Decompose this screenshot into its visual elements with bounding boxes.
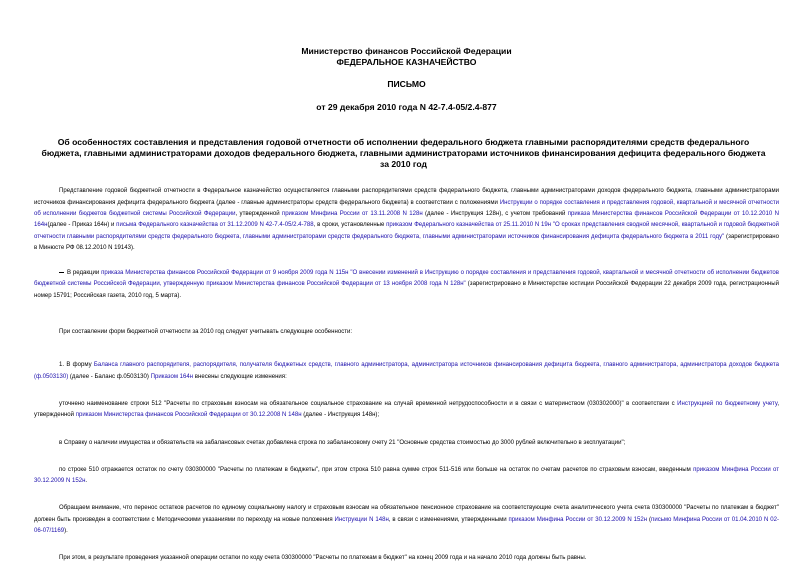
text: внесены следующие изменения:	[193, 373, 287, 380]
text: .	[85, 478, 88, 485]
link-order-164n-2[interactable]: Приказом 164н	[150, 373, 194, 380]
document-date-number: от 29 декабря 2010 года N 42-7.4-05/2.4-877	[316, 101, 497, 112]
text: Представление годовой бюджетной отчетности в Федеральное казначейство осуществляется главными распорядителями средств федерального бюджета, главными администраторами доходов федерального бюджета, главными администраторами источников финансирования дефицита федерального бюджета (далее - главные администраторы средств федерального бюджета) в соответствии с положениями	[34, 188, 779, 206]
link-order-19n[interactable]: приказом Федерального казначейства от 25.11.2010 N 19н "О сроках представления сводной месячной, квартальной и годовой бюджетной отчетности главными распорядителями средств федерального бюджета, главными администраторами средств федерального бюджета, главными администраторами источников финансирования дефицита федерального бюджета в 2011 году"	[34, 222, 780, 240]
text: (далее - Баланс ф.0503130)	[68, 373, 151, 380]
text: (зарегистрировано в Минюсте РФ 08.12.2010 N 19143).	[34, 233, 779, 251]
paragraph-line-510	[34, 465, 779, 488]
link-balance-0503130[interactable]: Баланса главного распорядителя, распорядителя, получателя бюджетных средств, главного администратора, администратора источников финансирования дефицита бюджета, главного администратора, администратора доходов бюджета (ф.0503130)	[34, 362, 779, 380]
text: (далее - Инструкция 128н), с учетом требований	[422, 210, 568, 217]
document-title: Об особенностях составления и представления годовой отчетности об исполнении федерального бюджета главными распорядителями средств федерального бюджета, главными администраторами доходов федерального бюджета, главными администраторами источников финансирования дефицита федерального бюджета за 2010 год	[41, 137, 766, 169]
text: уточнено наименование строки 512 "Расчеты по страховым взносам на обязательное социальное страхование на случай временной нетрудоспособности и в связи с материнством (030302000)" в соответствии с	[59, 400, 678, 407]
paragraph-item-1	[34, 360, 779, 383]
text: , в сроки, установленные	[313, 222, 387, 229]
document-type: ПИСЬМО	[387, 79, 426, 89]
link-order-152n-2[interactable]: приказом Минфина России от 30.12.2009 N 152н	[508, 516, 648, 523]
link-order-152n[interactable]: приказом Минфина России от 30.12.2009 N 152н	[34, 466, 779, 485]
paragraph-off-balance: в Справку о наличии имущества и обязательств на забалансовых счетах добавлена строка по забалансовому счету 21 "Основные средства стоимостью до 3000 рублей включительно в эксплуатации";	[59, 439, 626, 446]
text: (зарегистрировано в Министерстве юстиции Российской Федерации 22 декабря 2009 года, регистрационный номер 15791; Российская газета, 2010 год, 5 марта).	[34, 281, 779, 299]
text: , в связи с изменениями, утвержденными	[388, 516, 509, 523]
link-instruction-128n[interactable]: Инструкции о порядке составления и представления годовой, квартальной и месячной отчетности об исполнении бюджетов бюджетной системы Российской Федерации	[34, 199, 779, 217]
paragraph-line-512	[34, 399, 779, 422]
issuer-treasury: ФЕДЕРАЛЬНОЕ КАЗНАЧЕЙСТВО	[336, 56, 477, 67]
paragraph-intro	[34, 186, 779, 254]
text: (далее - Приказ 164н) и	[47, 222, 117, 229]
paragraph-balances-equal: При этом, в результате проведения указанной операции остатки по коду счета 030300000 "Расчеты по платежам в бюджет" на конец 2009 года и на начало 2010 года должны быть равны.	[59, 555, 587, 562]
text: 1. В форму	[59, 362, 94, 369]
text: Обращаем внимание, что перенос остатков расчетов по единому социальному налогу и страховым взносам на обязательное пенсионное страхование на соответствующие счета аналитического учета счета 030300000 "Расчеты по платежам в бюджет" должен быть произведен в соответствии с Методическими указаниями по переходу на новые положения	[34, 505, 779, 523]
text: , утвержденной	[34, 400, 780, 419]
text: (далее - Инструкция 148н);	[301, 412, 380, 419]
link-letter-minfin[interactable]: письмо Минфина России от 01.04.2010 N 02-06-07/1169	[34, 516, 779, 535]
link-letter-treasury[interactable]: письма Федерального казначейства от 31.12.2009 N 42-7.4-05/2.4-788	[116, 222, 314, 229]
issuer-ministry: Министерство финансов Российской Федерации	[301, 46, 512, 56]
paragraph-note	[34, 268, 779, 302]
text: (	[647, 516, 652, 523]
text: В редакции	[67, 270, 102, 277]
link-budget-accounting-instruction[interactable]: Инструкцией по бюджетному учету	[677, 400, 778, 407]
link-order-148n[interactable]: приказом Министерства финансов Российской Федерации от 30.12.2008 N 148н	[75, 412, 302, 419]
paragraph-attention	[34, 503, 779, 537]
link-order-115n[interactable]: приказа Министерства финансов Российской Федерации от 9 ноября 2009 года N 115н "О внесении изменений в Инструкцию о порядке составления и представления годовой, квартальной и месячной отчетности об исполнении бюджетов бюджетной системы Российской Федерации, утвержденную приказом Министерства финансов Российской Федерации от 13 ноября 2008 года N 128н"	[34, 270, 779, 288]
link-instruction-148n[interactable]: Инструкции N 148н	[334, 516, 389, 523]
paragraph-features: При составлении форм бюджетной отчетности за 2010 год следует учитывать следующие особенности:	[59, 329, 353, 336]
link-order-164n[interactable]: приказа Министерства финансов Российской Федерации от 10.12.2010 N 164н	[34, 210, 779, 229]
text: , утвержденной	[235, 210, 282, 217]
note-marker-icon	[59, 272, 64, 274]
link-order-128n[interactable]: приказом Минфина России от 13.11.2008 N 128н	[281, 210, 423, 217]
text: по строке 510 отражается остаток по счету 030300000 "Расчеты по платежам в бюджеты", при этом строка 510 равна сумме строк 511-516 или больше на остаток по счетам расчетов по страховым взносам, введенным	[59, 466, 694, 473]
text: ).	[64, 528, 68, 535]
